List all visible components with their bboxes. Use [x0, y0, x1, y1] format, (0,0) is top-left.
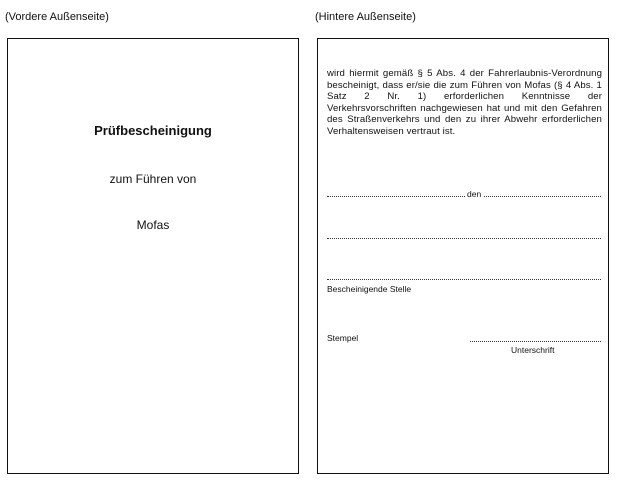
place-line — [327, 196, 465, 197]
back-side-caption: (Hintere Außenseite) — [315, 11, 416, 23]
blank-line — [327, 238, 601, 239]
stamp-label: Stempel — [327, 333, 359, 343]
certificate-subtitle: zum Führen von — [109, 172, 197, 186]
front-side-caption: (Vordere Außenseite) — [5, 11, 109, 23]
signature-line — [470, 341, 601, 342]
certificate-title: Prüfbescheinigung — [94, 123, 212, 138]
back-cover-panel — [317, 38, 609, 474]
signature-label: Unterschrift — [511, 345, 555, 355]
date-connector-label: den — [467, 189, 482, 199]
front-cover-panel — [7, 38, 299, 474]
issuing-authority-label: Bescheinigende Stelle — [327, 284, 412, 294]
date-line — [484, 196, 601, 197]
vehicle-type: Mofas — [136, 218, 170, 232]
issuing-authority-line — [327, 279, 601, 280]
certification-statement: wird hiermit gemäß § 5 Abs. 4 der Fahrerlaubnis-Verordnung bescheinigt, dass er/sie die zum Führen von Mofas (§ 4 Abs. 1 Satz 2 Nr. 1) erforderlichen Kenntnisse der Verkehrsvorschriften nachgewiesen hat und mit den Gefahren des Straßenverkehrs und den zu ihrer Abwehr erforderlichen Verhaltensweisen vertraut ist. — [327, 68, 602, 137]
